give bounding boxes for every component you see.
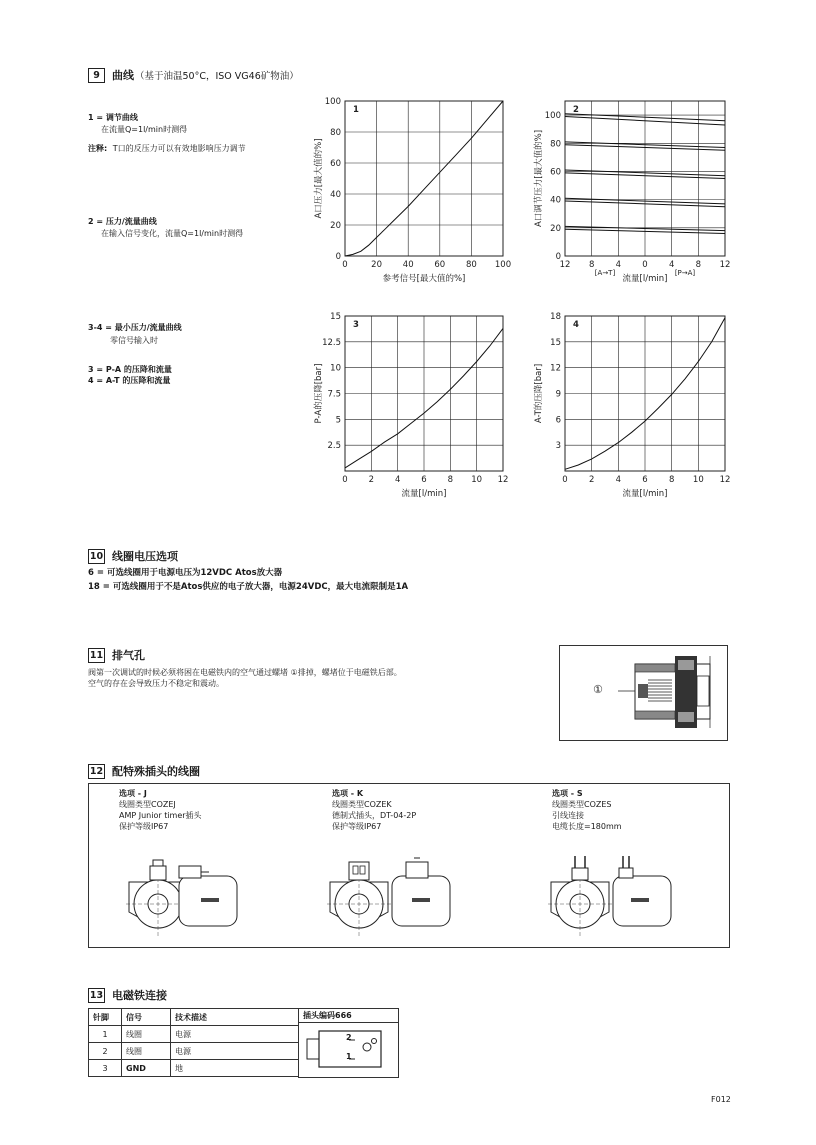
y-axis-label: A-T的压降[bar]: [534, 363, 544, 424]
x-tick-label: 12: [719, 475, 731, 485]
plug-pin-2-label: 2: [346, 1033, 352, 1042]
chart-id-label: 2: [573, 105, 579, 115]
chart-2: [533, 101, 730, 284]
plug-code-box: [298, 1008, 399, 1078]
x-axis-label: 流量[l/min]: [622, 274, 668, 284]
section-number: 11: [89, 649, 104, 661]
table-row: [89, 1060, 299, 1077]
section-title: 线圈电压选项: [112, 550, 178, 563]
option-title: 选项 - K: [332, 789, 364, 798]
note-3: 3 = P-A 的压降和流量: [88, 365, 172, 374]
desc-cell: 地: [171, 1060, 299, 1077]
x-tick-label: 40: [402, 260, 414, 270]
y-axis-label: P-A的压降[bar]: [314, 363, 324, 424]
x-axis-label: 流量[l/min]: [401, 489, 447, 499]
y-tick-label: 6: [555, 415, 561, 426]
y-tick-label: 9: [555, 389, 561, 400]
special-coil-options-box: [88, 783, 730, 948]
y-tick-label: 100: [324, 97, 341, 107]
y-tick-label: 60: [550, 167, 561, 178]
section-number: 12: [89, 765, 104, 777]
y-tick-label: 80: [550, 139, 561, 150]
y-tick-label: 80: [330, 128, 341, 138]
desc-cell: 电源: [171, 1026, 299, 1043]
x-tick-label: 8: [668, 475, 675, 485]
plug-pin-1-label: 1: [346, 1052, 352, 1061]
y-axis-label: A口调节压力[最大值的%]: [534, 129, 544, 228]
x-tick-label: 12: [497, 475, 509, 485]
signal-cell: GND: [122, 1060, 171, 1077]
chart-id-label: 3: [353, 320, 359, 330]
x-tick-label: 60: [434, 260, 446, 270]
chart-id-label: 1: [353, 105, 359, 115]
chart-frame: [345, 101, 503, 256]
pin-cell: 2: [89, 1043, 122, 1060]
x-tick-label: 6: [642, 475, 648, 485]
y-tick-label: 40: [550, 195, 561, 206]
desc-cell: 电源: [171, 1043, 299, 1060]
coil-option-6: 6 = 可选线圈用于电源电压为12VDC Atos放大器: [88, 568, 283, 578]
chart-id-label: 4: [573, 320, 579, 330]
page-code: F012: [711, 1095, 731, 1104]
curve-charts: [0, 0, 816, 500]
note-2-label: 2 = 压力/流量曲线: [88, 217, 157, 226]
pin-table: [88, 1008, 299, 1077]
x-axis-label: 流量[l/min]: [622, 489, 668, 499]
y-tick-label: 100: [544, 111, 561, 122]
signal-cell: 线圈: [122, 1026, 171, 1043]
pin-cell: 3: [89, 1060, 122, 1077]
pin-cell: 1: [89, 1026, 122, 1043]
option-line: 线圈类型COZEJ: [119, 800, 176, 809]
x-tick-label: 4: [615, 260, 622, 270]
note-34-label: 3-4 = 最小压力/流量曲线: [88, 323, 182, 332]
section-13-heading: [88, 987, 167, 1003]
chart-1: [313, 97, 511, 284]
section-title: 曲线: [112, 69, 134, 82]
option-line: 德制式插头，DT-04-2P: [332, 811, 417, 820]
x-tick-label: 8: [695, 260, 702, 270]
x-tick-label: 4: [615, 475, 622, 485]
solenoid-section-drawing: [560, 646, 727, 740]
y-tick-label: 5: [335, 415, 341, 426]
plug-code-title: 插头编码666: [299, 1009, 398, 1023]
note-4: 4 = A-T 的压降和流量: [88, 376, 171, 385]
x-tick-label: 2: [588, 475, 595, 485]
x-tick-label: 100: [494, 260, 512, 270]
x-annotation: [P→A]: [674, 269, 696, 277]
option-title: 选项 - S: [552, 789, 583, 798]
pin-table-header: [89, 1009, 299, 1026]
note-1-sub: 在流量Q=1l/min时测得: [101, 125, 188, 134]
table-row: [89, 1043, 299, 1060]
x-tick-label: 12: [559, 260, 571, 270]
section-12-heading: [88, 763, 200, 779]
y-tick-label: 7.5: [327, 389, 341, 400]
bleed-text-1: 阀第一次调试的时候必须将困在电磁铁内的空气通过螺堵 ①排掉，螺堵位于电磁铁后部。: [88, 668, 402, 677]
bleed-screw-callout: ①: [593, 683, 603, 696]
chart-3: [313, 312, 508, 499]
signal-cell: 线圈: [122, 1043, 171, 1060]
y-tick-label: 3: [555, 441, 561, 452]
section-title: 电磁铁连接: [112, 989, 167, 1002]
x-tick-label: 10: [692, 475, 704, 485]
section-subtitle: （基于油温50°C，ISO VG46矿物油）: [135, 71, 299, 82]
x-annotation: [A→T]: [594, 269, 616, 277]
x-tick-label: 12: [719, 260, 731, 270]
section-number: 13: [89, 989, 104, 1001]
y-tick-label: 15: [550, 337, 561, 348]
coil-drawings: [89, 784, 729, 947]
section-10-heading: [88, 548, 178, 564]
x-axis-label: 参考信号[最大值的%]: [382, 274, 466, 284]
x-tick-label: 6: [421, 475, 427, 485]
x-tick-label: 20: [371, 260, 383, 270]
option-line: 线圈类型COZES: [552, 800, 612, 809]
signal-header: 信号: [122, 1009, 171, 1026]
y-tick-label: 20: [330, 221, 341, 231]
y-tick-label: 12: [550, 363, 561, 374]
x-tick-label: 0: [562, 475, 568, 485]
section-title: 配特殊插头的线圈: [112, 765, 200, 778]
x-tick-label: 2: [368, 475, 375, 485]
y-tick-label: 0: [335, 252, 341, 262]
x-tick-label: 0: [642, 260, 648, 270]
section-11-heading: [88, 647, 145, 663]
chart-4: [533, 312, 730, 499]
x-tick-label: 4: [668, 260, 675, 270]
x-tick-label: 0: [342, 260, 348, 270]
y-tick-label: 0: [555, 252, 561, 262]
table-row: [89, 1026, 299, 1043]
option-line: 保护等级IP67: [119, 822, 169, 831]
x-tick-label: 8: [588, 260, 595, 270]
y-axis-label: A口压力[最大值的%]: [314, 138, 324, 219]
series-line: [345, 101, 503, 256]
note-remark-label: 注释:: [88, 144, 108, 153]
x-tick-label: 8: [447, 475, 454, 485]
bleed-text-2: 空气的存在会导致压力不稳定和震动。: [88, 679, 224, 688]
note-1-label: 1 = 调节曲线: [88, 113, 138, 122]
x-tick-label: 80: [465, 260, 477, 270]
coil-option-18: 18 = 可选线圈用于不是Atos供应的电子放大器，电源24VDC，最大电流限制是1A: [88, 582, 409, 592]
desc-header: 技术描述: [171, 1009, 299, 1026]
option-line: 引线连接: [552, 811, 584, 820]
coil-s-drawing: [548, 856, 671, 936]
pin-header: 针脚: [89, 1009, 122, 1026]
y-tick-label: 10: [330, 363, 341, 374]
y-tick-label: 2.5: [327, 441, 341, 452]
x-tick-label: 10: [471, 475, 483, 485]
section-number: 10: [89, 550, 104, 562]
x-tick-label: 4: [394, 475, 401, 485]
section-title: 排气孔: [112, 649, 145, 662]
y-tick-label: 60: [330, 159, 341, 169]
y-tick-label: 12.5: [322, 337, 341, 348]
option-line: AMP Junior timer插头: [119, 811, 202, 820]
y-tick-label: 15: [330, 312, 341, 322]
coil-j-drawing: [126, 860, 237, 936]
coil-k-drawing: [327, 858, 450, 936]
bleed-screw-figure: [559, 645, 728, 741]
option-line: 保护等级IP67: [332, 822, 382, 831]
x-tick-label: 0: [342, 475, 348, 485]
y-tick-label: 20: [550, 223, 561, 234]
note-2-sub: 在输入信号变化，流量Q=1l/min时测得: [101, 229, 244, 238]
option-line: 电缆长度=180mm: [552, 822, 622, 831]
y-tick-label: 40: [330, 190, 341, 200]
note-34-sub: 零信号输入时: [110, 336, 158, 345]
option-line: 线圈类型COZEK: [332, 800, 392, 809]
note-remark-text: T口的反压力可以有效地影响压力调节: [112, 144, 246, 153]
y-tick-label: 18: [550, 312, 561, 322]
option-title: 选项 - J: [119, 789, 147, 798]
section-number: 9: [88, 68, 105, 83]
